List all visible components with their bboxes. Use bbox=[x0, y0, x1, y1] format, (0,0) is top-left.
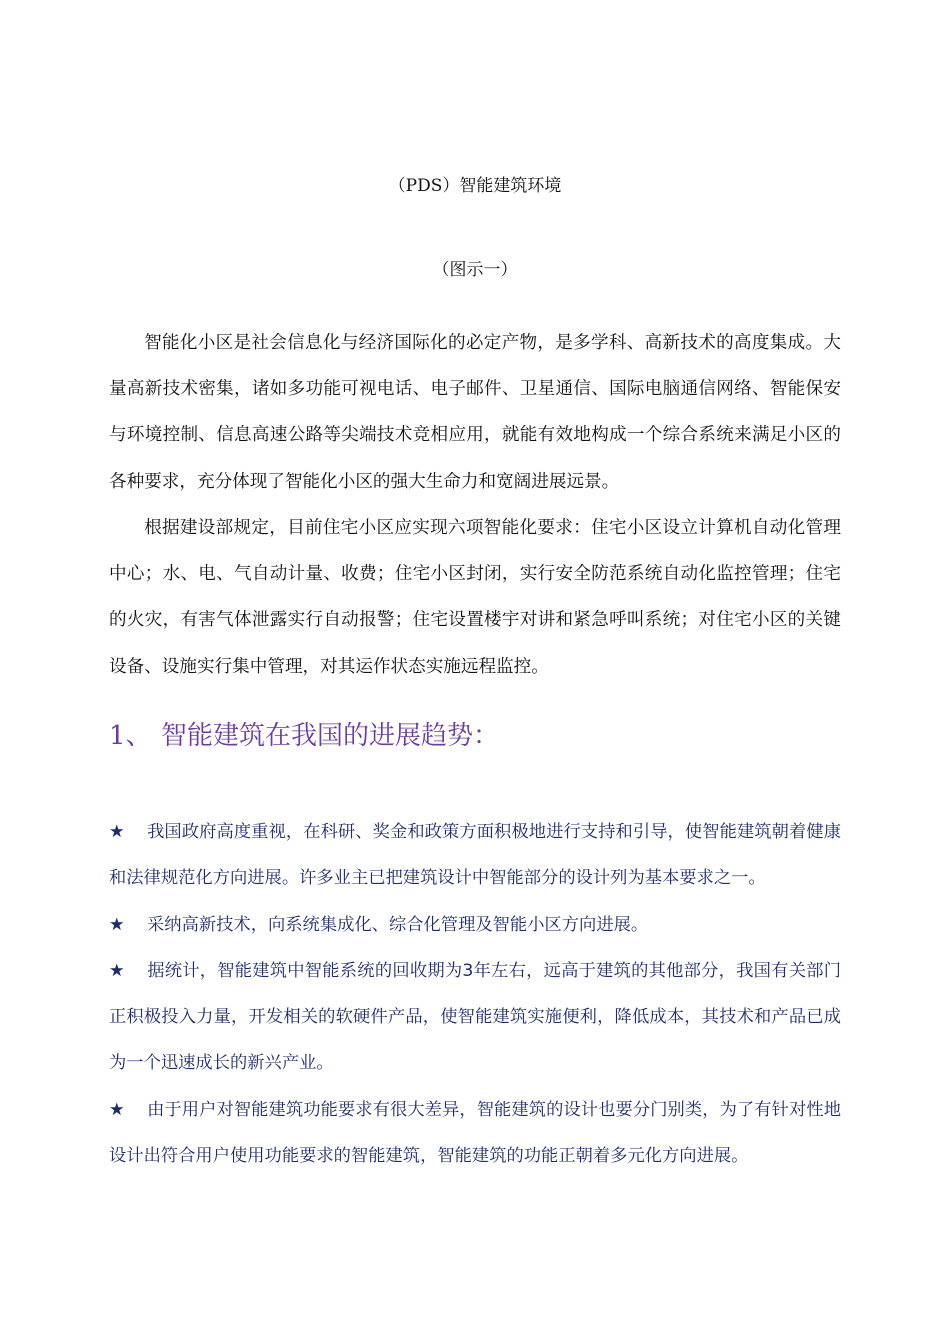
section-heading bbox=[109, 716, 499, 756]
star-icon: ★ bbox=[109, 822, 125, 842]
star-icon: ★ bbox=[109, 960, 125, 981]
list-item-text: 由于用户对智能建筑功能要求有很大差异，智能建筑的设计也要分门别类，为了有针对性地设计出符合用户使用功能要求的智能建筑，智能建筑的功能正朝着多元化方向进展。 bbox=[109, 1099, 841, 1167]
trend-bullet-list bbox=[109, 809, 841, 1179]
section-title: 智能建筑在我国的进展趋势： bbox=[161, 721, 500, 751]
star-icon: ★ bbox=[109, 914, 125, 935]
list-item-text: 我国政府高度重视，在科研、奖金和政策方面积极地进行支持和引导，使智能建筑朝着健康和法律规范化方向进展。许多业主已把建筑设计中智能部分的设计列为基本要求之一。 bbox=[109, 822, 841, 889]
list-item bbox=[109, 902, 841, 948]
list-item bbox=[109, 809, 841, 902]
body-paragraph: 根据建设部规定，目前住宅小区应实现六项智能化要求：住宅小区设立计算机自动化管理中心；水、电、气自动计量、收费；住宅小区封闭，实行安全防范系统自动化监控管理；住宅的火灾，有害气体泄露实行自动报警；住宅设置楼宇对讲和紧急呼叫系统；对住宅小区的关键设备、设施实行集中管理，对其运作状态实施远程监控。 bbox=[109, 518, 841, 677]
body-paragraph: 智能化小区是社会信息化与经济国际化的必定产物，是多学科、高新技术的高度集成。大量高新技术密集，诸如多功能可视电话、电子邮件、卫星通信、国际电脑通信网络、智能保安与环境控制、信息高速公路等尖端技术竞相应用，就能有效地构成一个综合系统来满足小区的各种要求，充分体现了智能化小区的强大生命力和宽阔进展远景。 bbox=[109, 333, 841, 492]
list-item bbox=[109, 1087, 841, 1180]
figure-caption-label: （图示一） bbox=[432, 260, 518, 280]
star-icon: ★ bbox=[109, 1099, 125, 1120]
section-number: 1、 bbox=[109, 721, 152, 751]
figure-caption-title: （PDS）智能建筑环境 bbox=[388, 176, 562, 196]
list-item-text: 采纳高新技术，向系统集成化、综合化管理及智能小区方向进展。 bbox=[147, 914, 649, 935]
list-item-text: 据统计，智能建筑中智能系统的回收期为3年左右，远高于建筑的其他部分，我国有关部门正积极投入力量，开发相关的软硬件产品，使智能建筑实施便利，降低成本，其技术和产品已成为一个迅速成长的新兴产业。 bbox=[109, 960, 841, 1074]
list-item bbox=[109, 948, 841, 1087]
